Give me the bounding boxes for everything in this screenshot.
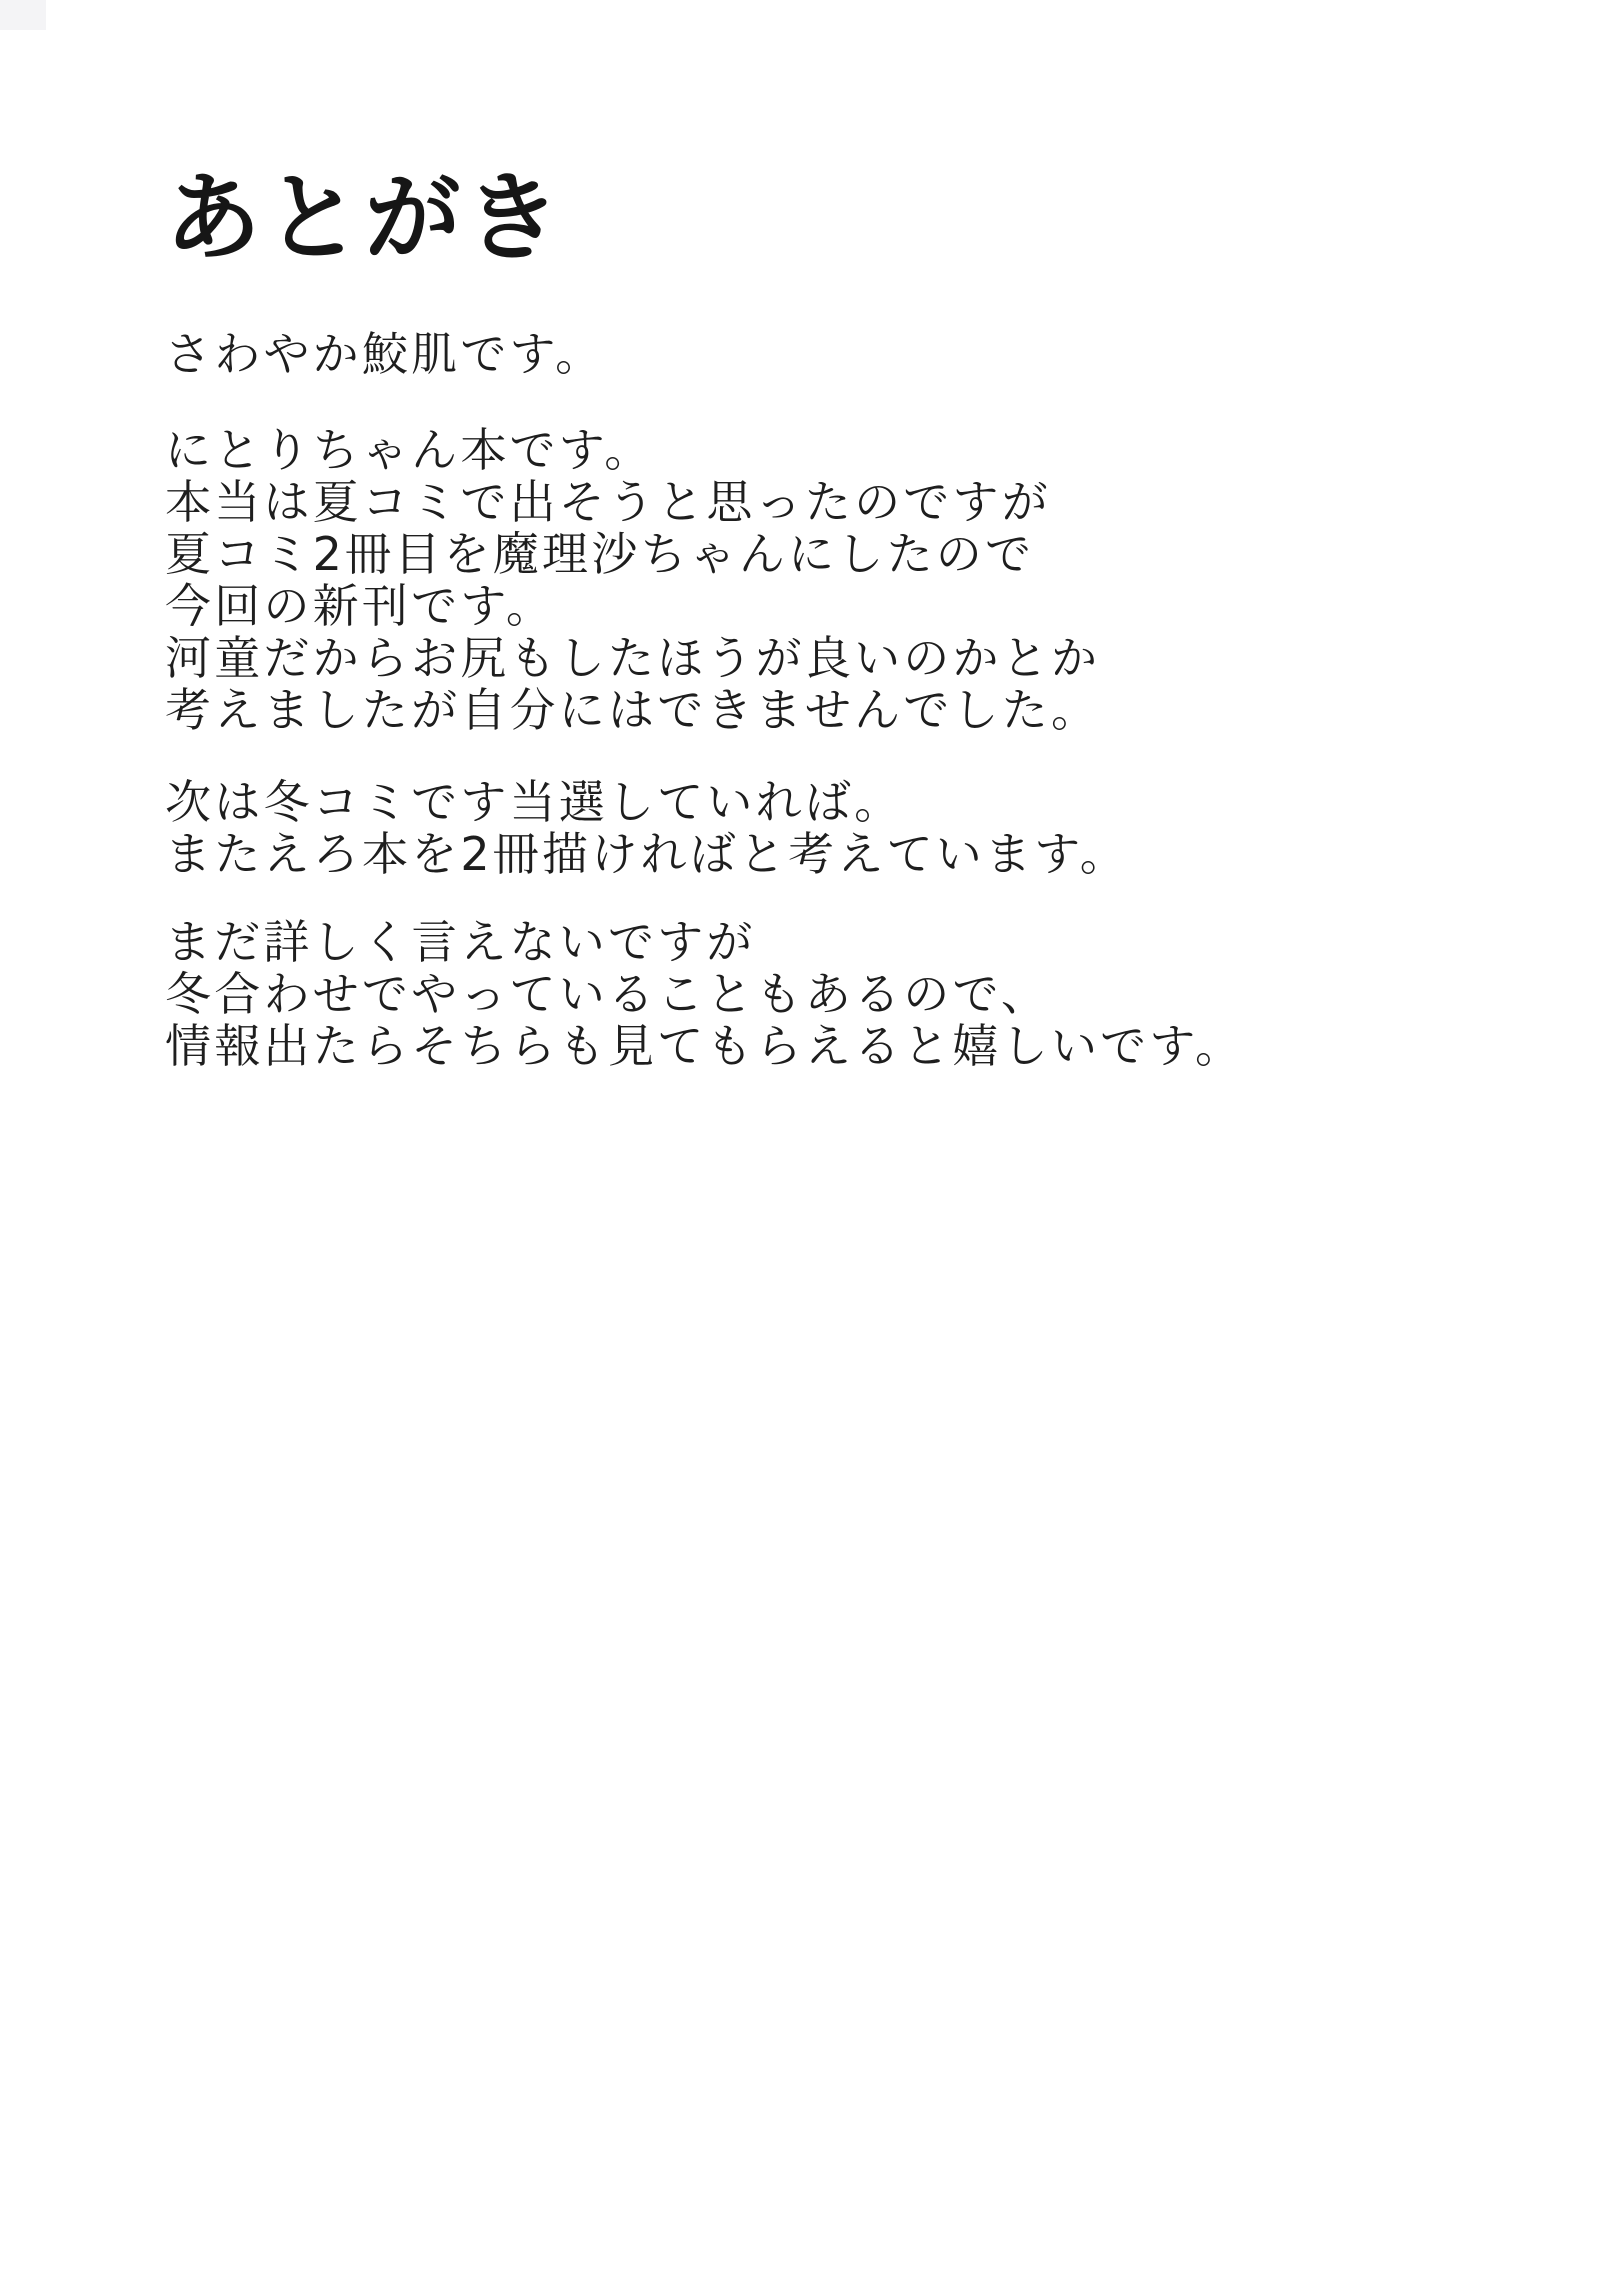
- scan-corner-artifact: [0, 0, 46, 30]
- paragraph-book-notes: [165, 424, 1520, 736]
- page-content: [0, 0, 1600, 1072]
- text-line: 次は冬コミです当選していれば。: [165, 775, 904, 829]
- page-title: あとがき: [165, 162, 565, 274]
- paragraph-teaser: [165, 916, 1520, 1072]
- text-line: 考えましたが自分にはできませんでした。: [165, 683, 1101, 737]
- text-line: 冬合わせでやっていることもあるので、: [165, 967, 1051, 1021]
- text-line: 河童だからお尻もしたほうが良いのかとか: [165, 631, 1101, 685]
- text-line: さわやか鮫肌です。: [165, 327, 605, 381]
- paragraph-next-event: [165, 776, 1520, 880]
- text-line: にとりちゃん本です。: [165, 423, 654, 477]
- paragraph-greeting: [165, 328, 1520, 380]
- text-line: 今回の新刊です。: [165, 579, 556, 633]
- text-line: 本当は夏コミで出そうと思ったのですが: [165, 475, 1051, 529]
- text-line: 夏コミ2冊目を魔理沙ちゃんにしたので: [165, 527, 1035, 581]
- text-line: またえろ本を2冊描ければと考えています。: [165, 827, 1129, 881]
- text-line: 情報出たらそちらも見てもらえると嬉しいです。: [165, 1019, 1245, 1073]
- text-line: まだ詳しく言えないですが: [165, 915, 756, 969]
